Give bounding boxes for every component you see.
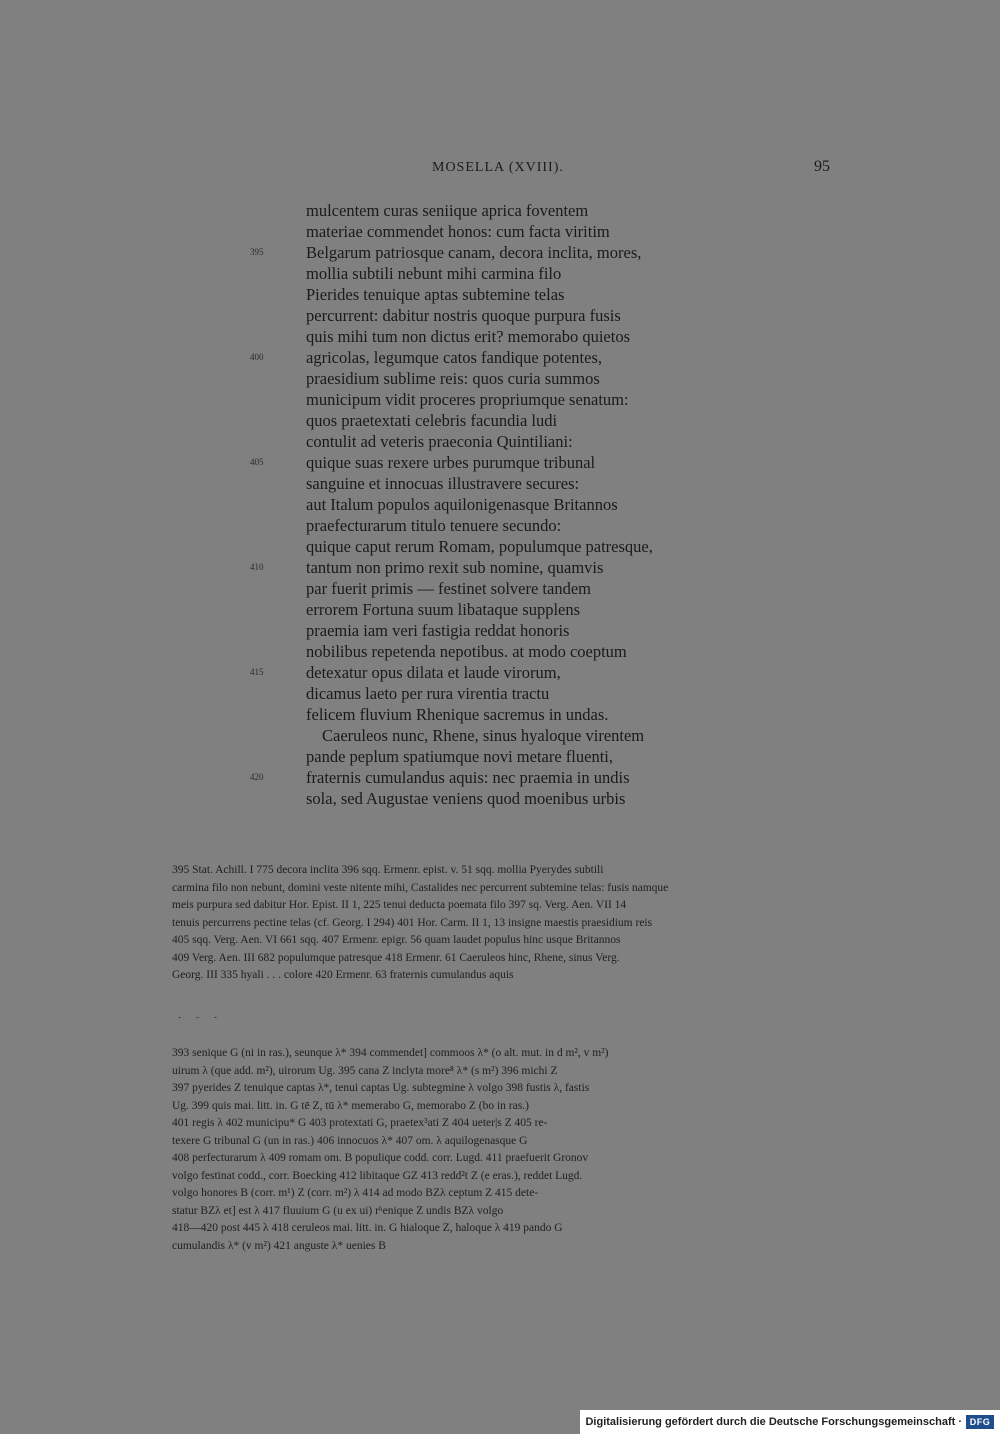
verse-line [250, 305, 810, 326]
verse-line [250, 557, 810, 578]
verse-line [250, 746, 810, 767]
verse-text: praemia iam veri fastigia reddat honoris [306, 621, 570, 640]
verse-text: quos praetextati celebris facundia ludi [306, 411, 558, 430]
verse-text: Pierides tenuique aptas subtemine telas [306, 285, 565, 304]
verse-line [250, 200, 810, 221]
verse-line [250, 368, 810, 389]
verse-line [250, 599, 810, 620]
verse-text: quique caput rerum Romam, populumque patresque, [306, 537, 653, 556]
verse-text: praesidium sublime reis: quos curia summos [306, 369, 600, 388]
variant-line: uirum λ (que add. m²), uirorum Ug. 395 cana Z inclyta more⁸ λ* (s m²) 396 michi Z [172, 1064, 558, 1077]
funding-text: Digitalisierung gefördert durch die Deutsche Forschungsgemeinschaft · [585, 1416, 962, 1428]
verse-text: dicamus laeto per rura virentia tractu [306, 684, 550, 703]
verse-text: tantum non primo rexit sub nomine, quamvis [306, 558, 604, 577]
verse-line [250, 284, 810, 305]
verse-text: percurrent: dabitur nostris quoque purpura fusis [306, 306, 621, 325]
verse-line [250, 389, 810, 410]
verse-line [250, 641, 810, 662]
verse-line [250, 452, 810, 473]
variant-line: 393 senique G (ni in ras.), seunque λ* 394 commendet] commoos λ* (o alt. mut. in d m², v m²) [172, 1047, 609, 1059]
source-line: Georg. III 335 hyali . . . colore 420 Ermenr. 63 fraternis cumulandus aquis [172, 969, 514, 981]
verse-text: mulcentem curas seniique aprica foventem [306, 201, 589, 220]
verse-text: Caeruleos nunc, Rhene, sinus hyaloque virentem [322, 726, 645, 745]
verse-line [250, 788, 810, 809]
variant-line: Ug. 399 quis mai. litt. in. G tē Z, tū λ* memerabo G, memorabo Z (bo in ras.) [172, 1099, 529, 1112]
verse-line [250, 725, 810, 746]
source-line: 409 Verg. Aen. III 682 populumque patresque 418 Ermenr. 61 Caeruleos hinc, Rhene, sinus Verg. [172, 951, 620, 964]
verse-text: mollia subtili nebunt mihi carmina filo [306, 264, 562, 283]
variant-line: 401 regis λ 402 municipu* G 403 protextati G, praetex³ati Z 404 ueter|s Z 405 re- [172, 1117, 548, 1129]
verse-text: quis mihi tum non dictus erit? memorabo quietos [306, 327, 630, 346]
verse-text: felicem fluvium Rhenique sacremus in undas. [306, 705, 609, 724]
verse-line [250, 578, 810, 599]
critical-apparatus [172, 1045, 832, 1255]
verse-text: errorem Fortuna suum libataque supplens [306, 600, 581, 619]
variant-line: statur BZλ et] est λ 417 fluuium G (u ex ui) rʰenique Z undis BZλ volgo [172, 1204, 504, 1217]
verse-text: municipum vidit proceres propriumque senatum: [306, 390, 629, 409]
verse-line [250, 494, 810, 515]
verse-line [250, 620, 810, 641]
verse-line [250, 431, 810, 452]
source-line: 395 Stat. Achill. I 775 decora inclita 396 sqq. Ermenr. epist. v. 51 sqq. mollia Pyerydes subtili [172, 864, 604, 876]
verse-text: contulit ad veteris praeconia Quintiliani: [306, 432, 573, 451]
line-number: 395 [250, 247, 264, 257]
verse-line [250, 662, 810, 683]
variant-line: volgo honores B (corr. m¹) Z (corr. m²) λ 414 ad modo BZλ ceptum Z 415 dete- [172, 1187, 539, 1199]
verse-text: materiae commendet honos: cum facta viritim [306, 222, 610, 241]
source-line: carmina filo non nebunt, domini veste nitente mihi, Castalides nec percurrent subtemine telas: fusis namque [172, 881, 669, 894]
verse-text: detexatur opus dilata et laude virorum, [306, 663, 561, 682]
line-number: 420 [250, 772, 264, 782]
verse-line [250, 410, 810, 431]
sources-apparatus [172, 862, 832, 985]
verse-text: pande peplum spatiumque novi metare fluenti, [306, 747, 613, 766]
verse-line [250, 242, 810, 263]
dfg-logo: DFG [966, 1415, 994, 1429]
variant-line: 408 perfecturarum λ 409 romam om. B populique codd. corr. Lugd. 411 praefuerit Gronov [172, 1152, 589, 1164]
variant-line: cumulandis λ* (v m²) 421 anguste λ* uenies B [172, 1239, 386, 1252]
verse-line [250, 704, 810, 725]
variant-line: volgo festinat codd., corr. Boecking 412 libitaque GZ 413 redd²t Z (e eras.), reddet Lugd. [172, 1169, 583, 1182]
verse-line [250, 515, 810, 536]
verse-line [250, 347, 810, 368]
line-number: 400 [250, 352, 264, 362]
verse-line [250, 683, 810, 704]
line-number: 415 [250, 667, 264, 677]
verse-text: Belgarum patriosque canam, decora inclita, mores, [306, 243, 642, 262]
source-line: tenuis percurrens pectine telas (cf. Georg. I 294) 401 Hor. Carm. II 1, 13 insigne maestis praesidium reis [172, 916, 653, 929]
verse-text: aut Italum populos aquilonigenasque Britannos [306, 495, 618, 514]
verse-text: nobilibus repetenda nepotibus. at modo coeptum [306, 642, 627, 661]
verse-line [250, 536, 810, 557]
variant-line: 397 pyerides Z tenuique captas λ*, tenui captas Ug. subtegmine λ volgo 398 fustis λ, fastis [172, 1082, 590, 1094]
verse-block [250, 200, 810, 809]
verse-line [250, 473, 810, 494]
verse-line [250, 767, 810, 788]
page-number: 95 [814, 158, 830, 175]
verse-text: sola, sed Augustae veniens quod moenibus urbis [306, 789, 626, 808]
running-title: MOSELLA (XVIII). [432, 160, 564, 175]
verse-line [250, 326, 810, 347]
verse-text: fraternis cumulandus aquis: nec praemia in undis [306, 768, 630, 787]
running-head [170, 160, 830, 182]
verse-text: quique suas rexere urbes purumque tribunal [306, 453, 596, 472]
variant-line: 418—420 post 445 λ 418 ceruleos mai. litt. in. G hialoque Z, haloque λ 419 pando G [172, 1222, 563, 1234]
verse-text: praefecturarum titulo tenuere secundo: [306, 516, 562, 535]
verse-text: sanguine et innocuas illustravere secures: [306, 474, 580, 493]
verse-text: par fuerit primis — festinet solvere tandem [306, 579, 591, 598]
apparatus-separator: - - - [178, 1012, 223, 1023]
source-line: 405 sqq. Verg. Aen. VI 661 sqq. 407 Ermenr. epigr. 56 quam laudet populus hinc usque Britannos [172, 934, 621, 946]
line-number: 410 [250, 562, 264, 572]
verse-line [250, 221, 810, 242]
verse-text: agricolas, legumque catos fandique potentes, [306, 348, 602, 367]
verse-line [250, 263, 810, 284]
source-line: meis purpura sed dabitur Hor. Epist. II 1, 225 tenui deducta poemata filo 397 sq. Verg. Aen. VII 14 [172, 899, 627, 911]
funding-footer [580, 1410, 1000, 1434]
variant-line: texere G tribunal G (un in ras.) 406 innocuos λ* 407 om. λ aquilogenasque G [172, 1134, 528, 1147]
line-number: 405 [250, 457, 264, 467]
